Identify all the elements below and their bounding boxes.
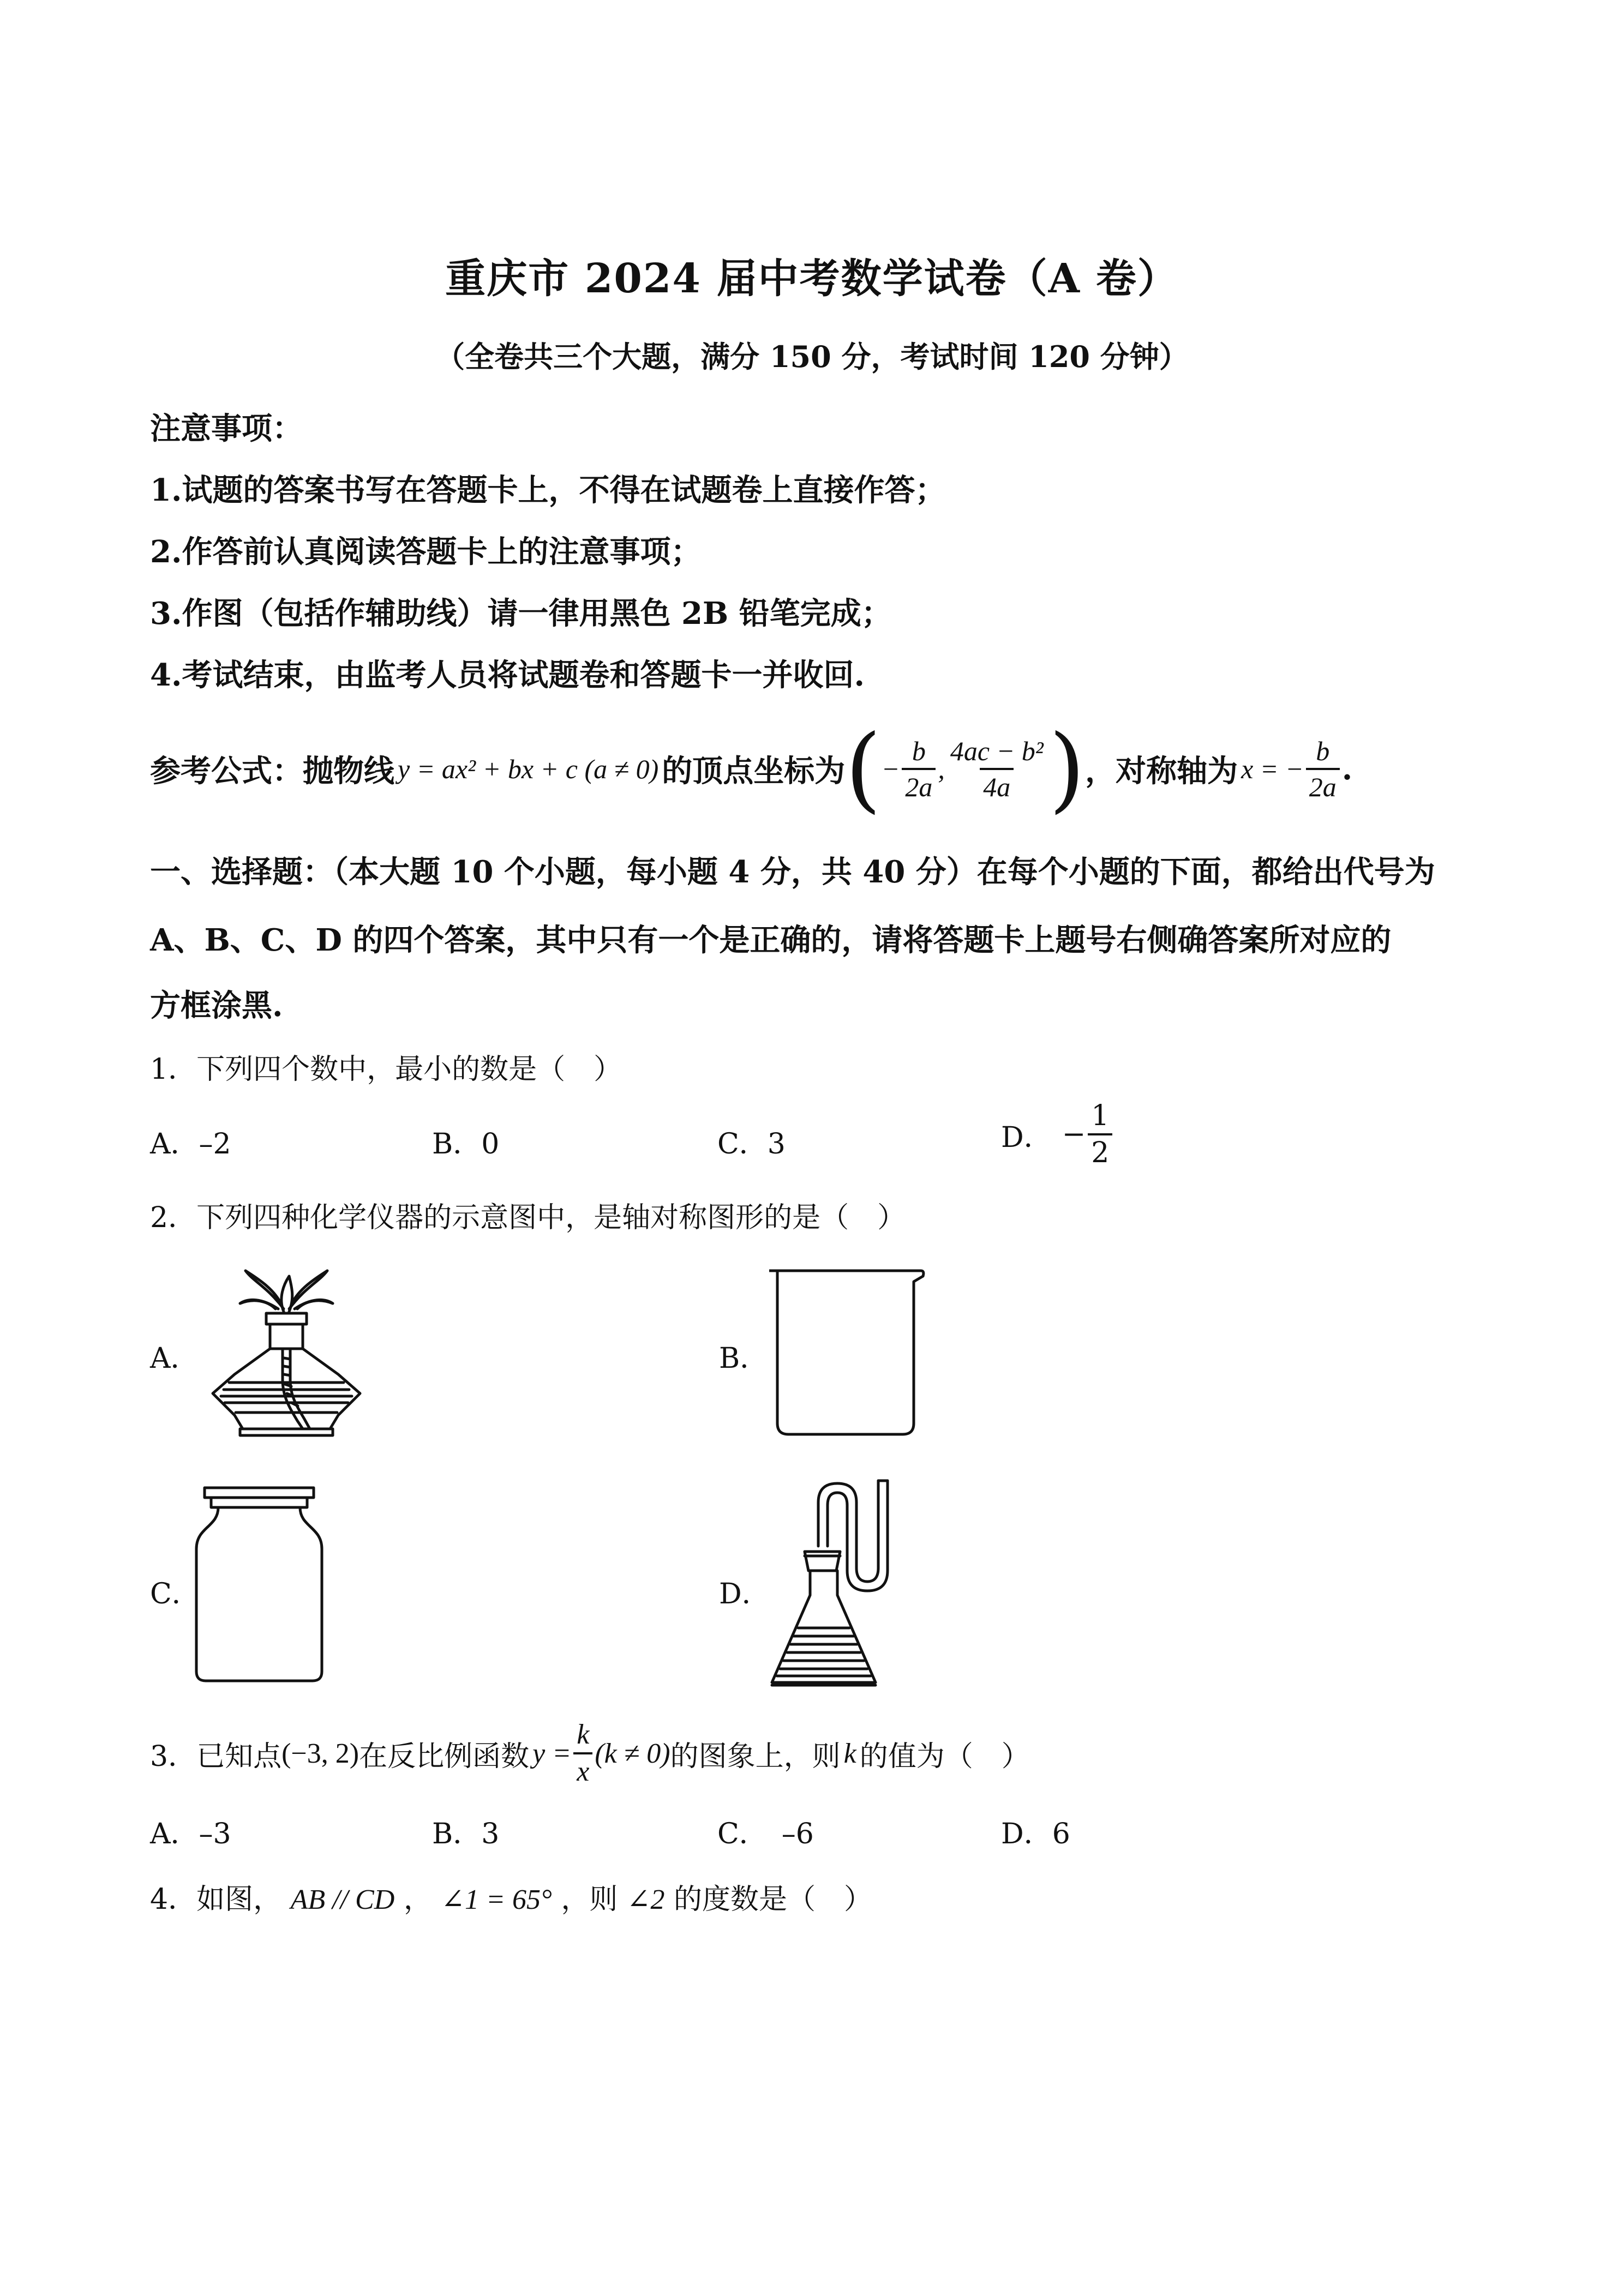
vertex-comma: , xyxy=(938,754,945,784)
q3-func-condition: (k ≠ 0) xyxy=(595,1738,670,1769)
q3-option-a: A．–3 xyxy=(150,1818,231,1850)
q3-option-c: C． –6 xyxy=(717,1818,814,1850)
formula-prefix: 参考公式：抛物线 xyxy=(150,753,394,789)
q1-option-d-fraction xyxy=(1088,1099,1112,1169)
note-item-3: 3.作图（包括作辅助线）请一律用黑色 2B 铅笔完成； xyxy=(150,596,892,632)
q4-stem-b: ，则 xyxy=(561,1883,618,1916)
q3-stem-b: 在反比例函数 xyxy=(359,1740,530,1773)
section1-line-3: 方框涂黑. xyxy=(150,988,283,1024)
vertex-y-denominator: 4a xyxy=(980,768,1014,801)
q1-option-d xyxy=(1001,1099,1114,1169)
q3-func-numerator: k xyxy=(577,1719,590,1750)
vertex-y-numerator: 4ac − b² xyxy=(950,736,1044,766)
q3-func-denominator: x xyxy=(573,1752,592,1786)
q1-option-c: C．3 xyxy=(717,1128,786,1161)
note-item-2: 2.作答前认真阅读答题卡上的注意事项； xyxy=(150,534,702,570)
axis-lhs: x = − xyxy=(1241,754,1304,784)
q3-option-b: B．3 xyxy=(432,1818,500,1850)
vertex-x-numerator: b xyxy=(912,736,926,766)
note-item-1: 1.试题的答案书写在答题卡上，不得在试题卷上直接作答； xyxy=(150,472,946,508)
q1-option-a: A．–2 xyxy=(150,1128,231,1161)
axis-fraction xyxy=(1306,737,1340,801)
q4-condition-angle1: ∠1 = 65° xyxy=(441,1884,552,1915)
q4-stem xyxy=(150,1876,872,1917)
vertex-x-sign: − xyxy=(881,754,900,784)
q4-stem-a: 4．如图， xyxy=(150,1883,282,1916)
q1-option-b: B．0 xyxy=(432,1128,500,1161)
page-subtitle: （全卷共三个大题，满分 150 分，考试时间 120 分钟） xyxy=(435,339,1189,374)
q2-stem: 2．下列四种化学仪器的示意图中，是轴对称图形的是（ ） xyxy=(150,1201,906,1234)
notes-heading: 注意事项： xyxy=(150,411,303,447)
q4-angle2: ∠2 xyxy=(626,1884,665,1915)
q2-option-d-label: D． xyxy=(719,1578,770,1610)
alcohol-lamp-icon xyxy=(202,1265,371,1440)
q1-option-d-sign: − xyxy=(1062,1118,1086,1151)
note-item-4: 4.考试结束，由监考人员将试题卷和答题卡一并收回. xyxy=(150,657,865,693)
axis-numerator: b xyxy=(1316,736,1330,766)
q1-option-d-numerator: 1 xyxy=(1091,1099,1110,1132)
q3-stem xyxy=(150,1721,1030,1786)
q4-condition-parallel: AB // CD xyxy=(290,1884,395,1915)
q4-separator: ， xyxy=(403,1883,432,1916)
q3-point: (−3, 2) xyxy=(281,1738,359,1769)
vertex-label: 的顶点坐标为 xyxy=(662,753,846,789)
q2-option-b-label: B． xyxy=(719,1342,769,1375)
q3-k: k xyxy=(843,1738,856,1769)
axis-denominator: 2a xyxy=(1306,768,1340,801)
section1-line-1: 一、选择题：（本大题 10 个小题，每小题 4 分，共 40 分）在每个小题的下面，都给出代号为 xyxy=(150,854,1435,890)
q4-stem-c: 的度数是（ ） xyxy=(674,1883,873,1916)
axis-label: ，对称轴为 xyxy=(1085,753,1238,789)
vertex-open-paren: ( xyxy=(845,715,882,823)
q3-option-d: D．6 xyxy=(1001,1818,1070,1850)
q3-func-fraction xyxy=(573,1721,592,1786)
formula-end: . xyxy=(1341,751,1353,787)
vertex-x-fraction xyxy=(902,737,936,801)
vertex-x-denominator: 2a xyxy=(902,768,936,801)
q3-stem-c: 的图象上，则 xyxy=(670,1740,841,1773)
page-title: 重庆市 2024 届中考数学试卷（A 卷） xyxy=(445,255,1179,302)
q2-option-c-label: C． xyxy=(150,1578,200,1610)
q3-stem-d: 的值为（ ） xyxy=(859,1740,1030,1773)
vertex-y-fraction xyxy=(947,737,1047,801)
q3-stem-a: 3．已知点 xyxy=(150,1740,282,1773)
q1-stem: 1．下列四个数中，最小的数是（ ） xyxy=(150,1053,622,1086)
erlenmeyer-flask-u-tube-icon xyxy=(766,1475,914,1693)
q3-func-lhs: y = xyxy=(532,1738,572,1769)
beaker-icon xyxy=(764,1265,927,1440)
reference-formula xyxy=(150,715,1353,823)
q1-option-d-label: D． xyxy=(1001,1121,1052,1154)
reagent-bottle-icon xyxy=(194,1483,325,1685)
vertex-close-paren: ) xyxy=(1048,715,1086,823)
q2-option-a-label: A． xyxy=(150,1342,199,1375)
parabola-equation: y = ax² + bx + c (a ≠ 0) xyxy=(398,754,659,784)
q1-option-d-denominator: 2 xyxy=(1088,1133,1112,1167)
section1-line-2: A、B、C、D 的四个答案，其中只有一个是正确的，请将答题卡上题号右侧确答案所对应的 xyxy=(150,922,1392,958)
